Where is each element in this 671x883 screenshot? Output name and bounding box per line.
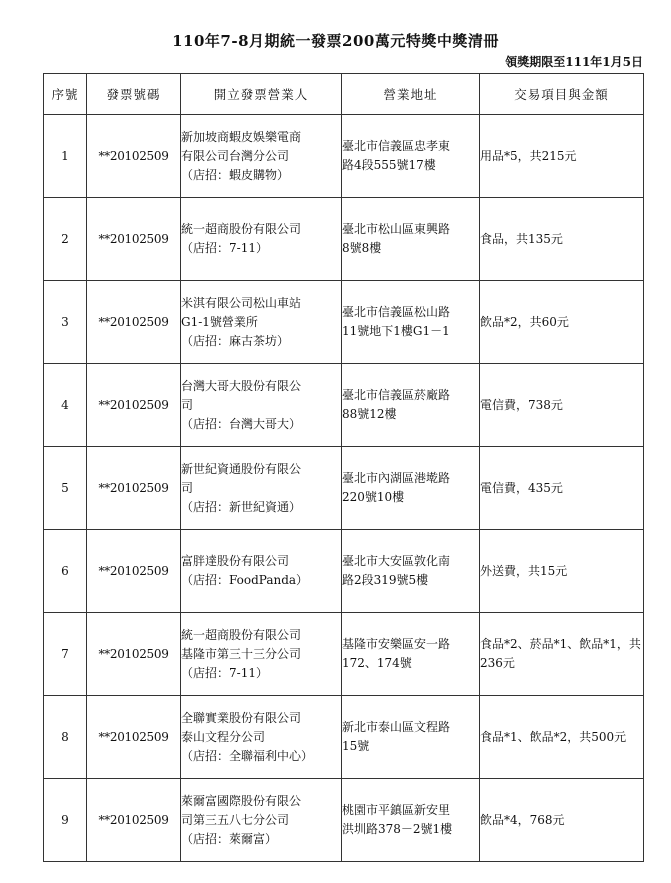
cell-address xyxy=(342,447,480,530)
items-text: 食品*1、飲品*2，共500元 xyxy=(480,729,627,744)
cell-items xyxy=(480,613,644,696)
cell-items xyxy=(480,364,644,447)
cell-seq: 1 xyxy=(44,115,87,198)
table-row xyxy=(44,115,644,198)
vendor-line: 富胖達股份有限公司 xyxy=(181,554,290,568)
cell-address xyxy=(342,779,480,862)
address-line: 洪圳路378－2號1樓 xyxy=(342,822,453,836)
cell-address xyxy=(342,696,480,779)
address-line: 路2段319號5樓 xyxy=(342,573,429,587)
cell-seq: 6 xyxy=(44,530,87,613)
cell-invoice: **20102509 xyxy=(87,115,181,198)
table-row xyxy=(44,779,644,862)
address-line: 臺北市信義區菸廠路 xyxy=(342,388,451,402)
address-line: 220號10樓 xyxy=(342,490,405,504)
cell-invoice: **20102509 xyxy=(87,779,181,862)
address-line: 新北市泰山區文程路 xyxy=(342,720,451,734)
winners-table xyxy=(43,73,644,862)
cell-invoice: **20102509 xyxy=(87,696,181,779)
items-text: 電信費，738元 xyxy=(480,397,563,412)
header-invoice-number: 發票號碼 xyxy=(87,74,181,115)
table-row xyxy=(44,364,644,447)
table-header xyxy=(44,74,644,115)
vendor-line: （店招：台灣大哥大） xyxy=(181,416,302,431)
table-row xyxy=(44,613,644,696)
items-text: 食品，共135元 xyxy=(480,231,563,246)
vendor-line: 司 xyxy=(181,397,194,412)
vendor-line: 統一超商股份有限公司 xyxy=(181,627,302,642)
table-row xyxy=(44,198,644,281)
vendor-line: （店招：蝦皮購物） xyxy=(181,167,290,182)
address-line: 臺北市內湖區港墘路 xyxy=(342,471,451,485)
items-text: 電信費，435元 xyxy=(480,480,563,495)
cell-address xyxy=(342,198,480,281)
cell-items xyxy=(480,696,644,779)
cell-vendor xyxy=(181,281,342,364)
items-text: 用品*5，共215元 xyxy=(480,148,577,163)
cell-seq: 5 xyxy=(44,447,87,530)
cell-invoice: **20102509 xyxy=(87,281,181,364)
address-line: 基隆市安樂區安一路 xyxy=(342,637,451,651)
cell-seq: 3 xyxy=(44,281,87,364)
vendor-line: 司 xyxy=(181,480,194,495)
vendor-line: （店招：FoodPanda） xyxy=(181,573,309,587)
vendor-line: G1-1號營業所 xyxy=(181,314,258,329)
items-text: 外送費，共15元 xyxy=(480,563,568,578)
cell-vendor xyxy=(181,447,342,530)
cell-seq: 2 xyxy=(44,198,87,281)
cell-seq: 7 xyxy=(44,613,87,696)
table-row xyxy=(44,281,644,364)
vendor-line: 萊爾富國際股份有限公 xyxy=(181,793,302,808)
cell-items xyxy=(480,447,644,530)
vendor-line: 台灣大哥大股份有限公 xyxy=(181,378,302,393)
items-text: 飲品*2，共60元 xyxy=(480,314,569,329)
cell-vendor xyxy=(181,115,342,198)
cell-vendor xyxy=(181,696,342,779)
vendor-line: （店招：新世紀資通） xyxy=(181,499,302,514)
cell-vendor xyxy=(181,198,342,281)
cell-seq: 4 xyxy=(44,364,87,447)
address-line: 11號地下1樓G1－1 xyxy=(342,324,450,338)
cell-vendor xyxy=(181,613,342,696)
vendor-line: （店招：麻古茶坊） xyxy=(181,333,290,348)
address-line: 臺北市信義區松山路 xyxy=(342,305,451,319)
cell-address xyxy=(342,364,480,447)
table-row xyxy=(44,447,644,530)
address-line: 8號8樓 xyxy=(342,241,382,255)
address-line: 臺北市大安區敦化南 xyxy=(342,554,451,568)
cell-seq: 8 xyxy=(44,696,87,779)
header-row xyxy=(44,74,644,115)
cell-items xyxy=(480,779,644,862)
cell-invoice: **20102509 xyxy=(87,447,181,530)
vendor-line: 司第三五八七分公司 xyxy=(181,812,290,827)
document-title: 110年7-8月期統一發票200萬元特獎中獎清冊 xyxy=(172,32,499,50)
address-line: 路4段555號17樓 xyxy=(342,158,436,172)
cell-items xyxy=(480,530,644,613)
cell-items xyxy=(480,281,644,364)
vendor-line: 全聯實業股份有限公司 xyxy=(181,710,302,725)
vendor-line: （店招：萊爾富） xyxy=(181,831,278,846)
address-line: 88號12樓 xyxy=(342,407,397,421)
vendor-line: （店招：7-11） xyxy=(181,241,268,255)
header-items-amount: 交易項目與金額 xyxy=(480,74,644,115)
cell-seq: 9 xyxy=(44,779,87,862)
claim-deadline: 領獎期限至111年1月5日 xyxy=(505,55,643,69)
cell-address xyxy=(342,530,480,613)
vendor-line: 米淇有限公司松山車站 xyxy=(181,295,302,310)
cell-vendor xyxy=(181,364,342,447)
cell-address xyxy=(342,281,480,364)
cell-vendor xyxy=(181,779,342,862)
cell-vendor xyxy=(181,530,342,613)
items-text: 飲品*4，768元 xyxy=(480,812,565,827)
address-line: 桃園市平鎮區新安里 xyxy=(342,803,451,817)
address-line: 15號 xyxy=(342,739,370,753)
address-line: 臺北市松山區東興路 xyxy=(342,222,451,236)
cell-invoice: **20102509 xyxy=(87,613,181,696)
cell-invoice: **20102509 xyxy=(87,364,181,447)
vendor-line: （店招：7-11） xyxy=(181,665,268,680)
table-row xyxy=(44,530,644,613)
table-row xyxy=(44,696,644,779)
vendor-line: 泰山文程分公司 xyxy=(181,729,266,744)
cell-address xyxy=(342,613,480,696)
vendor-line: 新世紀資通股份有限公 xyxy=(181,461,302,476)
vendor-line: 基隆市第三十三分公司 xyxy=(181,646,302,661)
address-line: 172、174號 xyxy=(342,656,412,670)
items-text: 食品*2、菸品*1、飲品*1，共236元 xyxy=(480,637,641,670)
vendor-line: （店招：全聯福利中心） xyxy=(181,748,314,763)
vendor-line: 有限公司台灣分公司 xyxy=(181,148,290,163)
header-seq: 序號 xyxy=(44,74,87,115)
cell-items xyxy=(480,198,644,281)
cell-items xyxy=(480,115,644,198)
vendor-line: 新加坡商蝦皮娛樂電商 xyxy=(181,129,302,144)
table-body xyxy=(44,115,644,862)
vendor-line: 統一超商股份有限公司 xyxy=(181,222,302,236)
cell-invoice: **20102509 xyxy=(87,530,181,613)
header-vendor: 開立發票營業人 xyxy=(181,74,342,115)
cell-invoice: **20102509 xyxy=(87,198,181,281)
cell-address xyxy=(342,115,480,198)
header-address: 營業地址 xyxy=(342,74,480,115)
address-line: 臺北市信義區忠孝東 xyxy=(342,139,451,153)
